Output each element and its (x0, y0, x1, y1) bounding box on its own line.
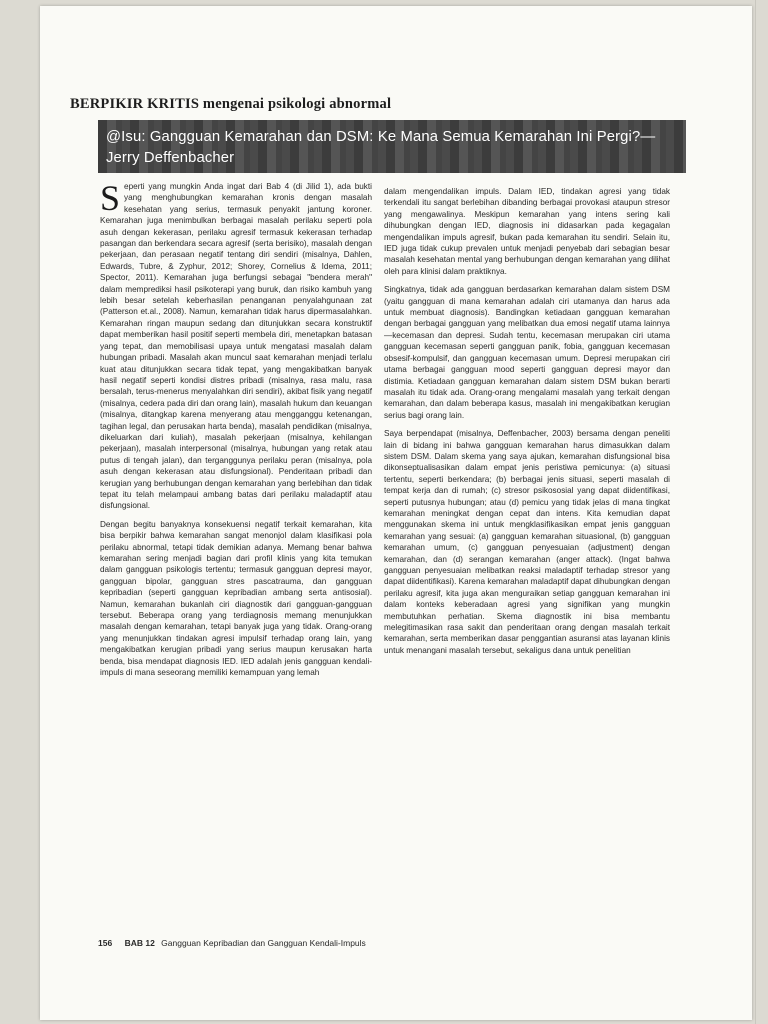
left-paragraph-1 (100, 178, 372, 512)
page-footer (98, 938, 698, 948)
chapter-title: Gangguan Kepribadian dan Gangguan Kendali-Impuls (161, 938, 366, 948)
right-paragraph-2: Singkatnya, tidak ada gangguan berdasarkan kemarahan dalam sistem DSM (yaitu gangguan di mana kemarahan adalah ciri utamanya dan harus ada untuk membuat diagnosis). Bandingkan ketiadaan gangguan kemarahan dengan berbagai gangguan yang melibatkan dua emosi negatif utama lainnya—kecemasan dan depresi. Sudah tentu, kecemasan merupakan ciri utama gangguan kecemasan seperti gangguan panik, fobia, gangguan kecemasan obsesif-kompulsif, dan gangguan kecemasan umum. Depresi merupakan ciri utama berbagai gangguan mood seperti gangguan depresi mayor dan distimia. Ketiadaan gangguan kemarahan dalam sistem DSM bukan berarti masalah itu tidak ada. Orang-orang mengalami masalah yang terkait dengan kemarahan, dan dalam beberapa kasus, masalah ini mengakibatkan kerugian serius bagi orang lain. (384, 285, 670, 420)
left-paragraph-1-text: eperti yang mungkin Anda ingat dari Bab 4 (di Jilid 1), ada bukti yang menghubungkan kemarahan kronis dengan masalah kesehatan yang serius, termasuk penyakit jantung koroner. Kemarahan juga menimbulkan berbagai masalah perilaku seperti pola asuh dengan kekerasan, perilaku agresif termasuk kekerasan terhadap pasangan dan berkendara secara agresif (serta berisiko), masalah dengan pekerjaan, dan perasaan negatif tentang diri sendiri (misalnya, Dahlen, Edwards, Tubre, & Zyphur, 2012; Shorey, Cornelius & Idema, 2011; Spector, 2011). Kemarahan juga berfungsi sebagai "bendera merah" dalam memprediksi hasil psikoterapi yang buruk, dan risiko kambuh yang lebih besar setelah keberhasilan penanganan penyalahgunaan zat (Patterson et.al., 2008). Namun, kemarahan tidak harus dipermasalahkan. Kemarahan ringan maupun sedang dan ditunjukkan secara konstruktif dapat memberikan hasil positif seperti membela diri, menetapkan batasan yang tepat, dan memobilisasi upaya untuk mengatasi masalah dalam hubungan pribadi. Masalah akan muncul saat kemarahan menjadi terlalu kuat atau ditunjukkan secara tidak tepat, yang mengakibatkan banyak hasil negatif seperti kondisi distres pribadi (misalnya, rasa malu, rasa bersalah, terus-menerus menyalahkan diri sendiri), akibat fisik yang negatif (misalnya, cedera pada diri dan orang lain), masalah hukum dan keuangan (misalnya, ditangkap karena menyerang atau mengganggu ketenangan, tagihan legal, dan perusakan harta benda), masalah pendidikan (misalnya, dikeluarkan dari kuliah), masalah pekerjaan (misalnya, kehilangan pekerjaan), masalah interpersonal (misalnya, hubungan yang retak atau putus di tengah jalan), dan terganggunya perilaku peran (misalnya, pola asuh dengan kekerasan atau disfungsional). Penderitaan pribadi dan kerugian yang berhubungan dengan kemarahan yang berlebihan dan tidak tepat itu telah melampaui ambang batas dari perilaku maladaptif atau disfungsional. (100, 182, 372, 511)
left-column (100, 178, 372, 685)
section-title: BERPIKIR KRITIS mengenai psikologi abnormal (70, 96, 392, 112)
right-column (384, 186, 670, 663)
page-edge (755, 0, 756, 1024)
right-paragraph-3: Saya berpendapat (misalnya, Deffenbacher, 2003) bersama dengan peneliti lain di bidang ini bahwa gangguan kemarahan harus dimasukkan dalam sistem DSM. Dalam skema yang saya ajukan, kemarahan disfungsional bisa dikonseptualisasikan dalam empat jenis peristiwa pemicunya: (a) situasi tertentu, seperti berkendara; (b) berbagai jenis situasi, seperti masalah di tempat kerja dan di rumah; (c) stresor psikososial yang dapat diidentifikasi, seperti putusnya hubungan; atau (d) pemicu yang tidak jelas di mana tingkat kemarahan meningkat dengan cepat dan intens. Kita kemudian dapat menggunakan skema ini untuk mengklasifikasikan empat jenis gangguan kemarahan yang sesuai: (a) gangguan kemarahan situasional, (b) gangguan kemarahan umum, (c) gangguan penyesuaian (adjustment) dengan kemarahan, dan (d) serangan kemarahan (anger attack). (Ingat bahwa gangguan penyesuaian melibatkan reaksi maladaptif terhadap stresor yang dapat diidentifikasi). Karena kemarahan maladaptif dapat dihubungkan dengan perilaku agresif, kita juga akan menguraikan setiap gangguan kemarahan ini dalam konteks keberadaan agresi yang signifikan yang mungkin membutuhkan perhatian. Skema diagnostik ini bisa membantu melegitimasikan rasa sakit dan penderitaan orang dengan masalah terkait kemarahan, serta memberikan dasar penggantian asuransi atas layanan klinis untuk menangani masalah tersebut, sekaligus dana untuk penelitian (384, 429, 670, 655)
page-number: 156 (98, 938, 113, 948)
article-banner: @Isu: Gangguan Kemarahan dan DSM: Ke Mana Semua Kemarahan Ini Pergi?—Jerry Deffenbacher (98, 120, 686, 173)
right-paragraph-1: dalam mengendalikan impuls. Dalam IED, tindakan agresi yang tidak terkendali itu sangat berlebihan dibanding berbagai provokasi ataupun stresor yang mengawalinya. Meskipun kemarahan yang intens sering kali dihubungkan dengan IED, diagnosis ini didasarkan pada kegagalan mengendalikan impuls agresif, bukan pada kemarahan itu sendiri. Selain itu, IED juga tidak cukup prevalen untuk menjadi penyebab dari sebagian besar masalah kesehatan mental yang berhubungan dengan kemarahan yang dilihat oleh para klinisi dalam praktiknya. (384, 187, 670, 276)
drop-cap: S (100, 178, 121, 218)
left-paragraph-2: Dengan begitu banyaknya konsekuensi negatif terkait kemarahan, kita bisa berpikir bahwa kemarahan sangat menonjol dalam klasifikasi pola perilaku abnormal, tetapi tidak demikian adanya. Memang benar bahwa kemarahan sering menjadi bagian dari profil klinis yang kita temukan dalam gangguan psikologis tertentu; termasuk gangguan depresi mayor, gangguan bipolar, gangguan stres pascatrauma, dan gangguan kepribadian (seperti gangguan kepribadian ambang serta antisosial). Namun, kemarahan bukanlah ciri diagnostik dari gangguan-gangguan tersebut. Beberapa orang yang terdiagnosis memang menunjukkan masalah dengan kemarahan, tetapi banyak juga yang tidak. Orang-orang yang menunjukkan tindakan agresi impulsif terhadap orang lain, yang mengakibatkan kerugian pribadi yang serius maupun kerusakan harta benda, bisa mendapat diagnosis IED. IED adalah jenis gangguan kendali-impuls di mana seseorang memiliki kemampuan yang lemah (100, 519, 372, 678)
chapter-label: BAB 12 (124, 938, 155, 948)
